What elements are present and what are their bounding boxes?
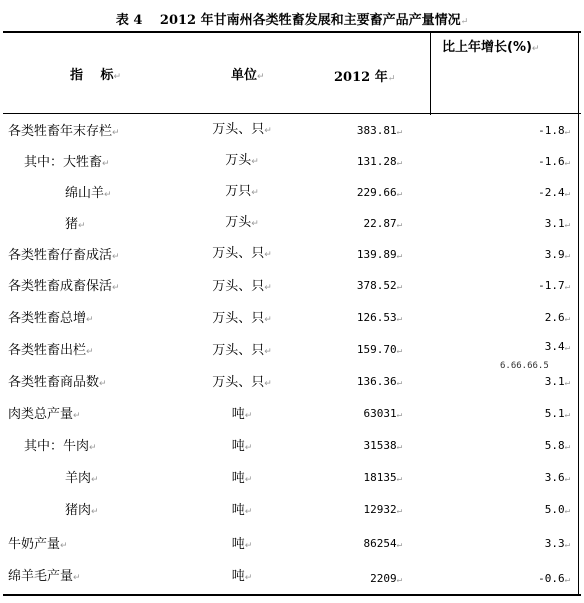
- row-unit: 吨↵: [231, 503, 253, 518]
- row-unit: 万头、只↵: [212, 122, 272, 137]
- row-unit: 吨↵: [231, 407, 253, 422]
- row-unit: 万头、只↵: [212, 279, 272, 294]
- row-unit: 万头、只↵: [212, 311, 272, 326]
- row-value: 12932↵: [363, 503, 402, 516]
- row-name: 牛奶产量↵: [8, 537, 68, 552]
- row-value: 126.53↵: [356, 311, 402, 324]
- table-row: [0, 336, 584, 364]
- table-row: [0, 496, 584, 524]
- column-divider-1: [430, 31, 431, 115]
- row-change: 5.1↵: [544, 407, 570, 420]
- row-name: 绵羊毛产量↵: [8, 569, 81, 584]
- row-change: -1.7↵: [538, 279, 570, 292]
- row-unit: 万头、只↵: [212, 375, 272, 390]
- row-change: -0.6↵: [538, 572, 570, 585]
- table-row: [0, 210, 584, 238]
- row-name: 各类牲畜商品数↵: [8, 375, 107, 390]
- row-unit: 万头↵: [225, 153, 259, 168]
- table-row: [0, 148, 584, 176]
- table-row: [0, 117, 584, 145]
- table-row: [0, 400, 584, 428]
- row-value: 383.81↵: [356, 124, 402, 137]
- bottom-rule: [3, 594, 581, 596]
- top-rule: [3, 31, 581, 33]
- row-change: 3.9↵: [544, 248, 570, 261]
- row-unit: 万头、只↵: [212, 343, 272, 358]
- row-unit: 吨↵: [231, 439, 253, 454]
- row-value: 159.70↵: [356, 343, 402, 356]
- header-rule: [3, 113, 581, 114]
- row-name: 各类牲畜出栏↵: [8, 343, 94, 358]
- header-year: 2012 年↵: [334, 70, 396, 85]
- row-name: 其中：大牲畜↵: [24, 155, 110, 170]
- row-change: 2.6↵: [544, 311, 570, 324]
- row-name: 各类牲畜年末存栏↵: [8, 124, 120, 139]
- row-value: 131.28↵: [356, 155, 402, 168]
- row-name: 羊肉↵: [65, 471, 99, 486]
- row-name: 猪肉↵: [65, 503, 99, 518]
- row-name: 其中：牛肉↵: [24, 439, 97, 454]
- row-change: 3.3↵: [544, 537, 570, 550]
- row-value: 2209↵: [370, 572, 402, 585]
- table-row: [0, 179, 584, 207]
- row-name: 绵山羊↵: [65, 186, 112, 201]
- row-name: 猪↵: [65, 217, 86, 232]
- row-name: 肉类总产量↵: [8, 407, 81, 422]
- stray-text: 6.66.66.5: [500, 361, 549, 371]
- table-row: [0, 432, 584, 460]
- row-change: 5.8↵: [544, 439, 570, 452]
- table-row: [0, 530, 584, 558]
- row-name: 各类牲畜成畜保活↵: [8, 279, 120, 294]
- row-unit: 吨↵: [231, 471, 253, 486]
- table-title: 表 4 2012 年甘南州各类牲畜发展和主要畜产品产量情况↵: [115, 13, 469, 28]
- table-row: [0, 562, 584, 590]
- row-unit: 吨↵: [231, 569, 253, 584]
- row-change: 5.0↵: [544, 503, 570, 516]
- row-change: -1.8↵: [538, 124, 570, 137]
- row-unit: 万头、只↵: [212, 246, 272, 261]
- row-change: 3.1↵: [544, 375, 570, 388]
- table-row: [0, 241, 584, 269]
- row-value: 229.66↵: [356, 186, 402, 199]
- table-row: [0, 304, 584, 332]
- row-unit: 万只↵: [225, 184, 259, 199]
- row-value: 136.36↵: [356, 375, 402, 388]
- row-change: 3.1↵: [544, 217, 570, 230]
- header-indicator: 指 标↵: [70, 68, 122, 83]
- table-row: [0, 464, 584, 492]
- table-row: [0, 272, 584, 300]
- row-value: 378.52↵: [356, 279, 402, 292]
- row-name: 各类牲畜总增↵: [8, 311, 94, 326]
- header-change: 比上年增长(%)↵: [442, 40, 540, 55]
- row-value: 31538↵: [363, 439, 402, 452]
- row-value: 86254↵: [363, 537, 402, 550]
- table-row: [0, 368, 584, 396]
- row-change: -1.6↵: [538, 155, 570, 168]
- row-unit: 吨↵: [231, 537, 253, 552]
- row-change: 3.6↵: [544, 471, 570, 484]
- row-name: 各类牲畜仔畜成活↵: [8, 248, 120, 263]
- row-unit: 万头↵: [225, 215, 259, 230]
- header-unit: 单位↵: [231, 68, 265, 83]
- row-value: 22.87↵: [363, 217, 402, 230]
- row-change: 3.4↵: [544, 340, 570, 353]
- row-value: 139.89↵: [356, 248, 402, 261]
- row-change: -2.4↵: [538, 186, 570, 199]
- row-value: 63031↵: [363, 407, 402, 420]
- row-value: 18135↵: [363, 471, 402, 484]
